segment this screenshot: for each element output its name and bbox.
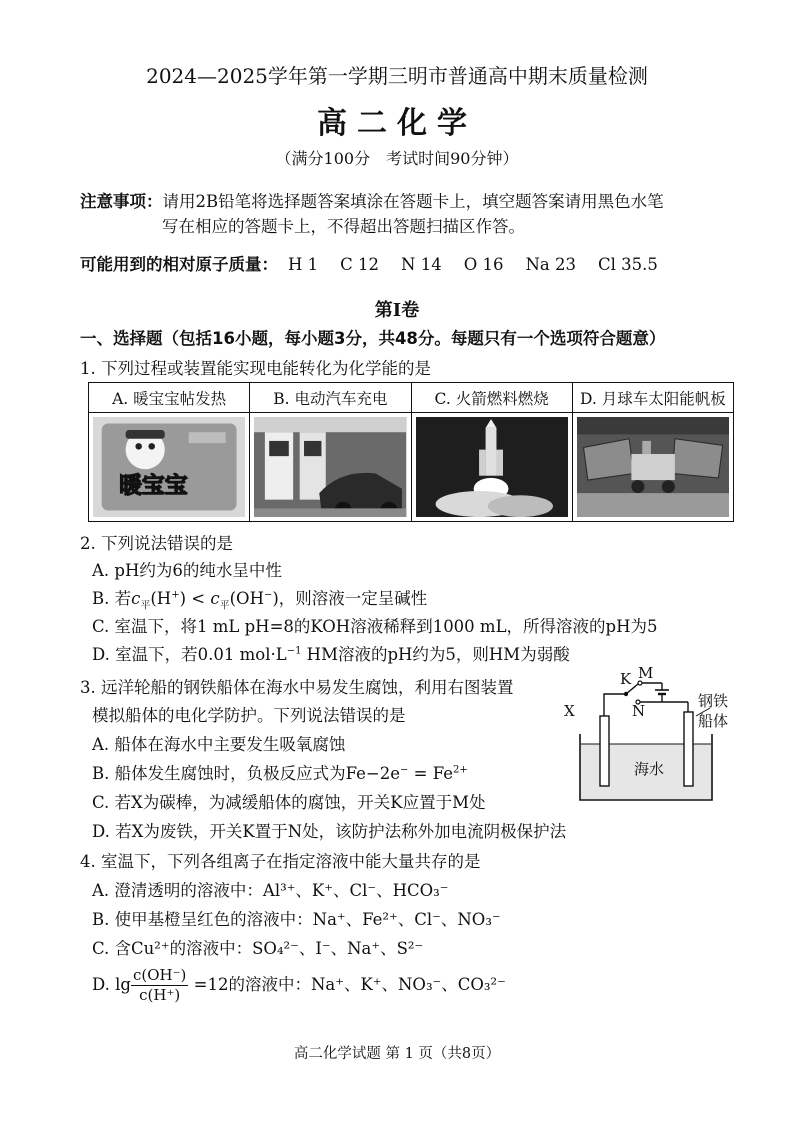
q2-d-suffix: HM溶液的pH约为5，则HM为弱酸 [301, 645, 570, 664]
exam-meta: （满分100分 考试时间90分钟） [275, 149, 519, 168]
q2-d-prefix: D. 室温下，若0.01 mol·L [92, 645, 287, 664]
q3-option-a: A. 船体在海水中主要发生吸氧腐蚀 [92, 735, 346, 754]
atomic-mass-h: H 1 [288, 255, 319, 274]
diagram-label-hull-1: 钢铁 [698, 692, 729, 710]
q4-b-prefix: B. 使甲基橙呈红色的溶液中： [92, 910, 313, 929]
hand-warmer-image [93, 417, 245, 517]
q3-b-sup2: 2+ [453, 764, 468, 776]
diagram-label-n: N [632, 702, 646, 720]
q2-b-sup2: − [263, 589, 273, 601]
q4-option-c [92, 935, 423, 959]
notice-label: 注意事项： [80, 192, 163, 211]
q2-option-d [92, 641, 570, 665]
q4-c-prefix: C. 含Cu²⁺的溶液中： [92, 939, 253, 958]
q4-d-prefix: D. lg [92, 975, 131, 994]
atomic-masses [80, 251, 658, 275]
q4-option-b [92, 906, 501, 930]
q4-d-numerator: c(OH⁻) [132, 966, 187, 984]
q2-b-lt: ) < [179, 589, 211, 608]
q1-option-table [88, 382, 734, 522]
q4-a-ions: Al³⁺、K⁺、Cl⁻、HCO₃⁻ [262, 881, 449, 900]
q4-d-denominator: c(H⁺) [139, 986, 181, 1004]
q3-stem-2: 模拟船体的电化学防护。下列说法错误的是 [92, 706, 406, 725]
notice-line-2: 写在相应的答题卡上，不得超出答题扫描区作答。 [162, 217, 525, 236]
q3-option-b [92, 760, 468, 784]
q4-option-a [92, 877, 448, 901]
q2-b-prefix: B. 若 [92, 589, 132, 608]
notice-line-1 [80, 188, 664, 212]
notice-text-1: 请用2B铅笔将选择题答案填涂在答题卡上，填空题答案请用黑色水笔 [162, 192, 664, 211]
part-title: 第Ⅰ卷 [374, 300, 420, 321]
atomic-masses-label: 可能用到的相对原子质量： [80, 255, 278, 274]
q3-b-prefix: B. 船体发生腐蚀时，负极反应式为Fe−2e [92, 764, 401, 783]
hand-warmer-logo-text: 暖宝宝 [119, 473, 188, 500]
q4-d-fraction [131, 966, 188, 1005]
q2-option-c: C. 室温下，将1 mL pH=8的KOH溶液稀释到1000 mL，所得溶液的pH为5 [92, 617, 658, 636]
ev-charging-image [254, 417, 406, 517]
q1-option-b: B. 电动汽车充电 [250, 383, 411, 413]
q1-option-a: A. 暖宝宝帖发热 [89, 383, 250, 413]
q1-picture-cell-d [572, 413, 733, 522]
q3-b-fe: = Fe [408, 764, 454, 783]
q2-b-oh: (OH [229, 589, 264, 608]
q2-b-sub1: 平 [140, 600, 151, 612]
q1-picture-cell-c [411, 413, 572, 522]
q1-picture-cell-b [250, 413, 411, 522]
q2-stem: 2. 下列说法错误的是 [80, 534, 233, 553]
atomic-mass-na: Na 23 [525, 255, 576, 274]
page-footer: 高二化学试题 第 1 页（共8页） [293, 1046, 501, 1062]
q3-option-d: D. 若X为废铁，开关K置于N处，该防护法称外加电流阴极保护法 [92, 822, 567, 841]
section-heading: 一、选择题（包括16小题，每小题3分，共48分。每题只有一个选项符合题意） [80, 329, 666, 348]
q4-c-ions: SO₄²⁻、I⁻、Na⁺、S²⁻ [252, 939, 424, 958]
q1-picture-cell-a [89, 413, 250, 522]
subject-title: 高二化学 [317, 106, 477, 141]
diagram-label-m: M [638, 664, 654, 682]
q1-option-d: D. 月球车太阳能帆板 [572, 383, 733, 413]
q4-stem: 4. 室温下，下列各组离子在指定溶液中能大量共存的是 [80, 852, 481, 871]
lunar-rover-image [577, 417, 729, 517]
atomic-mass-n: N 14 [401, 255, 442, 274]
q2-b-sub2: 平 [219, 600, 230, 612]
atomic-mass-c: C 12 [340, 255, 380, 274]
diagram-label-seawater: 海水 [634, 760, 665, 778]
q2-option-a: A. pH约为6的纯水呈中性 [92, 561, 282, 580]
q2-b-h: (H [150, 589, 172, 608]
q2-b-suffix: )，则溶液一定呈碱性 [272, 589, 428, 608]
q2-b-c1: c [131, 589, 141, 608]
q2-d-sup: −1 [286, 645, 302, 657]
atomic-mass-o: O 16 [463, 255, 504, 274]
q4-d-suffix: =12的溶液中：Na⁺、K⁺、NO₃⁻、CO₃²⁻ [188, 975, 506, 994]
diagram-label-k: K [620, 670, 632, 688]
q4-b-ions: Na⁺、Fe²⁺、Cl⁻、NO₃⁻ [312, 910, 501, 929]
corrosion-protection-diagram [562, 664, 732, 807]
q3-option-c: C. 若X为碳棒，为减缓船体的腐蚀，开关K应置于M处 [92, 793, 486, 812]
q3-stem-1: 3. 远洋轮船的钢铁船体在海水中易发生腐蚀，利用右图装置 [80, 678, 514, 697]
q2-option-b [92, 585, 428, 612]
q1-option-c: C. 火箭燃料燃烧 [411, 383, 572, 413]
diagram-label-hull-2: 船体 [698, 712, 729, 730]
rocket-launch-image [416, 417, 568, 517]
diagram-label-x: X [564, 702, 575, 720]
q2-b-sup1: + [171, 589, 180, 601]
q3-b-sup1: − [400, 764, 409, 776]
q1-stem: 1. 下列过程或装置能实现电能转化为化学能的是 [80, 359, 431, 378]
atomic-mass-cl: Cl 35.5 [598, 255, 658, 274]
q2-b-c2: c [210, 589, 220, 608]
q4-a-prefix: A. 澄清透明的溶液中： [92, 881, 263, 900]
exam-title: 2024—2025学年第一学期三明市普通高中期末质量检测 [146, 64, 648, 88]
q4-option-d [92, 966, 506, 1005]
